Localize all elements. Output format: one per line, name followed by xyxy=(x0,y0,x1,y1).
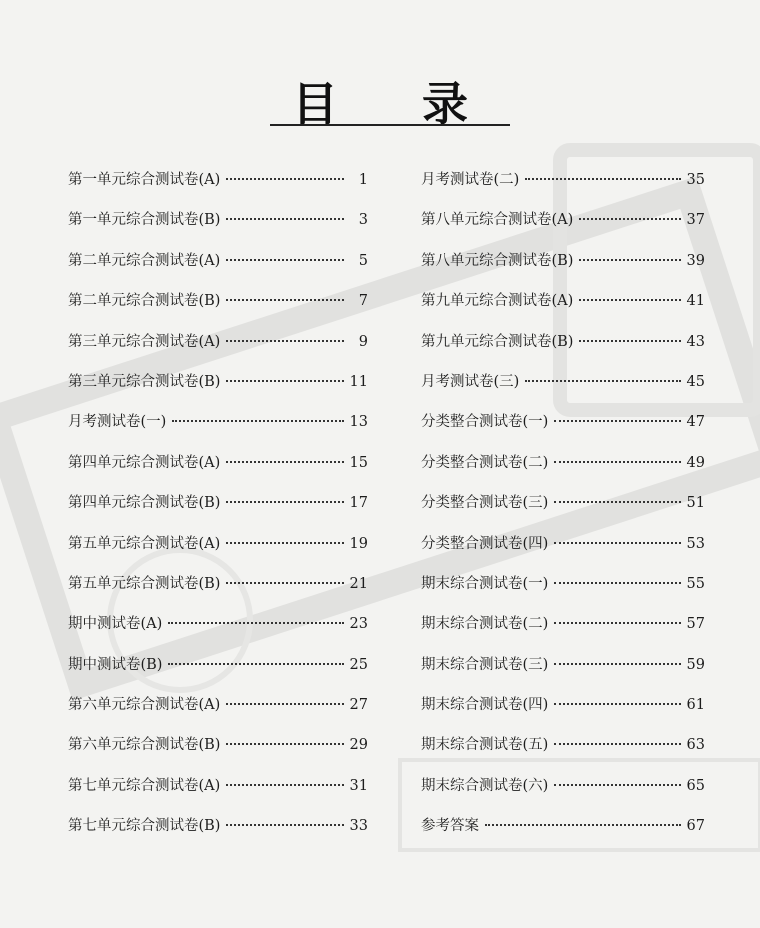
dot-leader xyxy=(226,178,344,180)
title-underline xyxy=(270,124,510,126)
toc-entry-label: 分类整合测试卷(一) xyxy=(421,414,549,431)
toc-entry-label: 第九单元综合测试卷(A) xyxy=(421,293,574,310)
toc-entry-page-number: 5 xyxy=(358,252,368,269)
toc-entry-label: 期末综合测试卷(四) xyxy=(421,697,549,714)
toc-entry-page-number: 39 xyxy=(686,252,705,269)
toc-entry-page-number: 23 xyxy=(349,616,368,633)
toc-entry xyxy=(421,168,705,208)
toc-entry-page-number: 17 xyxy=(349,495,368,512)
dot-leader xyxy=(554,420,680,422)
toc-entry-page-number: 25 xyxy=(349,656,368,673)
toc-entry-label: 分类整合测试卷(四) xyxy=(421,535,549,552)
toc-entry-label: 月考测试卷(一) xyxy=(68,414,167,431)
toc-entry xyxy=(421,208,705,248)
toc-entry-label: 期末综合测试卷(一) xyxy=(421,575,549,592)
dot-leader xyxy=(226,340,344,342)
toc-entry-page-number: 13 xyxy=(349,414,368,431)
toc-entry-label: 期末综合测试卷(五) xyxy=(421,737,549,754)
dot-leader xyxy=(226,542,343,544)
toc-entry-label: 期末综合测试卷(二) xyxy=(421,616,549,633)
toc-entry-page-number: 15 xyxy=(349,454,368,471)
toc-entry-label: 第五单元综合测试卷(A) xyxy=(68,535,221,552)
toc-entry xyxy=(68,410,368,450)
dot-leader xyxy=(168,622,343,624)
toc-entry-page-number: 19 xyxy=(349,535,368,552)
dot-leader xyxy=(554,582,680,584)
page-title: 目 录 xyxy=(291,77,502,131)
toc-entry-page-number: 43 xyxy=(686,333,705,350)
dot-leader xyxy=(554,622,680,624)
toc-entry xyxy=(421,774,705,814)
dot-leader xyxy=(226,703,343,705)
toc-entry-label: 第七单元综合测试卷(B) xyxy=(68,818,221,835)
dot-leader xyxy=(554,784,680,786)
toc-entry xyxy=(421,370,705,410)
toc-entry xyxy=(68,572,368,612)
toc-entry-page-number: 67 xyxy=(686,818,705,835)
dot-leader xyxy=(226,784,343,786)
toc-entry xyxy=(68,612,368,652)
toc-entry-label: 第四单元综合测试卷(B) xyxy=(68,495,221,512)
toc-entry-page-number: 63 xyxy=(686,737,705,754)
toc-entry-label: 第六单元综合测试卷(B) xyxy=(68,737,221,754)
toc-entry xyxy=(68,814,368,854)
toc-entry xyxy=(421,612,705,652)
toc-entry xyxy=(421,451,705,491)
dot-leader xyxy=(226,582,343,584)
toc-entry-page-number: 31 xyxy=(349,777,368,794)
toc-entry-label: 第一单元综合测试卷(B) xyxy=(68,212,221,229)
toc-entry xyxy=(68,693,368,733)
toc-entry xyxy=(68,532,368,572)
toc-entry-page-number: 51 xyxy=(686,495,705,512)
toc-entry-label: 第九单元综合测试卷(B) xyxy=(421,333,574,350)
toc-entry-label: 分类整合测试卷(二) xyxy=(421,454,549,471)
toc-entry-label: 第六单元综合测试卷(A) xyxy=(68,697,221,714)
toc-entry-page-number: 1 xyxy=(358,172,368,188)
toc-entry-page-number: 35 xyxy=(686,172,705,188)
toc-entry xyxy=(68,330,368,370)
toc-entry-label: 第八单元综合测试卷(A) xyxy=(421,212,574,229)
toc-entry-label: 月考测试卷(三) xyxy=(421,373,520,390)
toc-entry xyxy=(68,451,368,491)
toc-entry xyxy=(68,491,368,531)
dot-leader xyxy=(554,743,680,745)
toc-entry-page-number: 21 xyxy=(349,575,368,592)
dot-leader xyxy=(168,663,343,665)
toc-entry-label: 参考答案 xyxy=(421,818,479,835)
dot-leader xyxy=(226,501,343,503)
toc-entry xyxy=(421,410,705,450)
toc-entry-page-number: 57 xyxy=(686,616,705,633)
toc-entry xyxy=(68,774,368,814)
dot-leader xyxy=(226,824,343,826)
toc-entry xyxy=(421,249,705,289)
toc-entry-label: 第七单元综合测试卷(A) xyxy=(68,777,221,794)
toc-entry-page-number: 59 xyxy=(686,656,705,673)
toc-entry-label: 第二单元综合测试卷(A) xyxy=(68,252,221,269)
dot-leader xyxy=(485,824,681,826)
toc-entry xyxy=(421,653,705,693)
dot-leader xyxy=(554,663,680,665)
dot-leader xyxy=(226,743,343,745)
dot-leader xyxy=(554,703,680,705)
toc-entry-label: 第四单元综合测试卷(A) xyxy=(68,454,221,471)
toc-entry-label: 期末综合测试卷(六) xyxy=(421,777,549,794)
toc-entry-label: 期末综合测试卷(三) xyxy=(421,656,549,673)
toc-entry-label: 期中测试卷(B) xyxy=(68,656,163,673)
dot-leader xyxy=(554,542,680,544)
toc-entry xyxy=(421,330,705,370)
toc-entry xyxy=(68,370,368,410)
toc-entry-page-number: 45 xyxy=(686,373,705,390)
toc-entry xyxy=(68,289,368,329)
toc-entry-label: 第五单元综合测试卷(B) xyxy=(68,575,221,592)
dot-leader xyxy=(525,178,680,180)
toc-entry-page-number: 37 xyxy=(686,212,705,229)
toc-entry-page-number: 33 xyxy=(349,818,368,835)
toc-entry xyxy=(68,653,368,693)
toc-entry-page-number: 9 xyxy=(358,333,368,350)
toc-entry xyxy=(421,693,705,733)
dot-leader xyxy=(525,380,680,382)
toc-entry xyxy=(68,168,368,208)
toc-entry-label: 第三单元综合测试卷(A) xyxy=(68,333,221,350)
toc-entry xyxy=(68,208,368,248)
toc-entry-page-number: 7 xyxy=(358,293,368,310)
toc-entry xyxy=(421,289,705,329)
toc-entry-page-number: 47 xyxy=(686,414,705,431)
toc-right-column xyxy=(421,168,705,855)
toc-entry xyxy=(421,491,705,531)
dot-leader xyxy=(554,501,680,503)
dot-leader xyxy=(226,461,343,463)
toc-entry xyxy=(421,814,705,854)
toc-entry xyxy=(421,532,705,572)
dot-leader xyxy=(226,299,344,301)
dot-leader xyxy=(554,461,680,463)
toc-entry-label: 月考测试卷(二) xyxy=(421,172,520,188)
toc-entry-label: 第一单元综合测试卷(A) xyxy=(68,172,221,188)
dot-leader xyxy=(579,299,680,301)
toc-entry-page-number: 41 xyxy=(686,293,705,310)
dot-leader xyxy=(226,259,344,261)
toc-left-column xyxy=(68,168,368,855)
toc-entry xyxy=(421,572,705,612)
dot-leader xyxy=(226,380,343,382)
toc-entry-label: 分类整合测试卷(三) xyxy=(421,495,549,512)
toc-entry-page-number: 3 xyxy=(358,212,368,229)
toc-entry-label: 第三单元综合测试卷(B) xyxy=(68,373,221,390)
toc-entry xyxy=(421,733,705,773)
toc-entry-label: 第八单元综合测试卷(B) xyxy=(421,252,574,269)
toc-entry-label: 第二单元综合测试卷(B) xyxy=(68,293,221,310)
toc-entry xyxy=(68,733,368,773)
toc-entry-page-number: 49 xyxy=(686,454,705,471)
dot-leader xyxy=(226,218,344,220)
dot-leader xyxy=(579,340,680,342)
toc-entry-page-number: 55 xyxy=(686,575,705,592)
toc-entry-page-number: 29 xyxy=(349,737,368,754)
toc-entry-page-number: 27 xyxy=(349,697,368,714)
dot-leader xyxy=(579,259,680,261)
toc-entry-page-number: 11 xyxy=(349,373,368,390)
dot-leader xyxy=(579,218,680,220)
toc-entry-label: 期中测试卷(A) xyxy=(68,616,163,633)
toc-entry-page-number: 53 xyxy=(686,535,705,552)
dot-leader xyxy=(172,420,343,422)
toc-entry-page-number: 65 xyxy=(686,777,705,794)
toc-entry-page-number: 61 xyxy=(686,697,705,714)
toc-entry xyxy=(68,249,368,289)
